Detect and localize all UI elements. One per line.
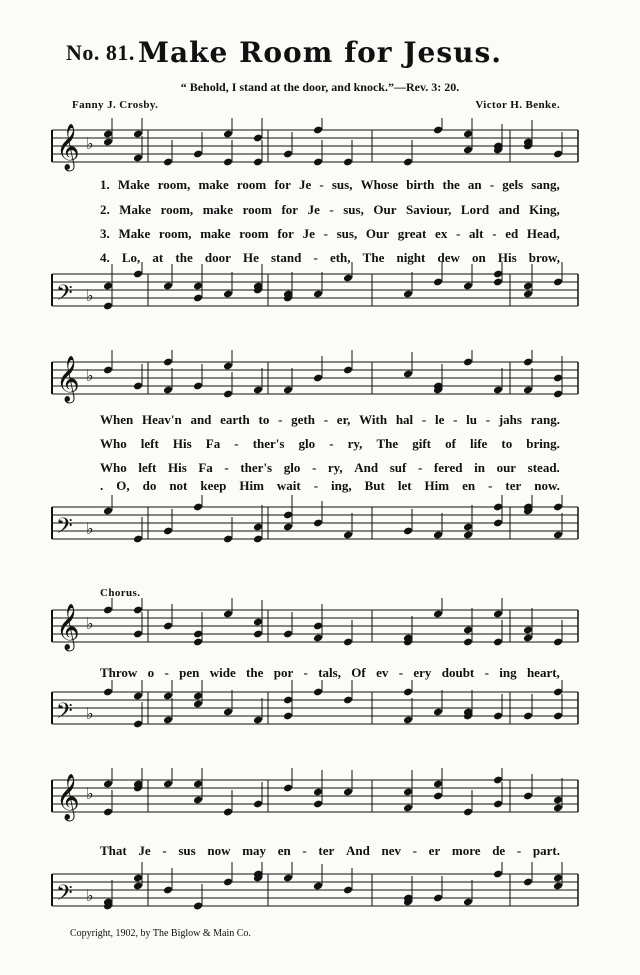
svg-text:𝄢: 𝄢 xyxy=(56,281,73,311)
verse-1-line-2: When Heav'n and earth to - geth - er, With hal - le - lu - jahs rang. xyxy=(100,412,560,427)
svg-text:𝄢: 𝄢 xyxy=(56,881,73,911)
svg-text:𝄞: 𝄞 xyxy=(56,356,80,402)
svg-text:𝄢: 𝄢 xyxy=(56,699,73,729)
system-4-bass-staff xyxy=(0,862,640,922)
svg-text:♭: ♭ xyxy=(86,704,94,723)
verse-3-line-2: Who left His Fa - ther's glo - ry, And suf - fered in our stead. xyxy=(100,460,560,475)
verse-4-line-2: . O, do not keep Him wait - ing, But let Him en - ter now. xyxy=(100,478,560,493)
lyricist-credit: Fanny J. Crosby. xyxy=(72,99,159,111)
chorus-line-2: That Je - sus now may en - ter And nev - er more de - part. xyxy=(100,843,560,858)
composer-credit: Victor H. Benke. xyxy=(475,99,560,111)
svg-text:𝄢: 𝄢 xyxy=(56,514,73,544)
svg-text:♭: ♭ xyxy=(86,784,94,803)
svg-text:𝄞: 𝄞 xyxy=(56,774,80,820)
verse-3-line-1: 3. Make room, make room for Je - sus, Our great ex - alt - ed Head, xyxy=(100,226,560,241)
svg-text:𝄞: 𝄞 xyxy=(56,604,80,650)
verse-1-line-1: 1. Make room, make room for Je - sus, Whose birth the an - gels sang, xyxy=(100,177,560,192)
system-3-treble-staff xyxy=(0,598,640,658)
scripture-reference: “ Behold, I stand at the door, and knock.”—Rev. 3: 20. xyxy=(180,80,460,94)
system-2-bass-staff xyxy=(0,495,640,555)
hymn-number: No. 81. xyxy=(66,40,135,65)
verse-2-line-2: Who left His Fa - ther's glo - ry, The gift of life to bring. xyxy=(100,436,560,451)
verse-4-line-1: 4. Lo, at the door He stand - eth, The night dew on His brow, xyxy=(100,250,560,265)
system-1-treble-staff xyxy=(0,118,640,178)
svg-text:♭: ♭ xyxy=(86,519,94,538)
hymn-title: Make Room for Jesus. xyxy=(137,36,502,69)
system-1-bass-staff xyxy=(0,262,640,322)
system-2-treble-staff xyxy=(0,350,640,410)
svg-text:♭: ♭ xyxy=(86,286,94,305)
system-3-bass-staff xyxy=(0,680,640,740)
chorus-line-1: Throw o - pen wide the por - tals, Of ev - ery doubt - ing heart, xyxy=(100,665,560,680)
svg-text:♭: ♭ xyxy=(86,366,94,385)
svg-text:♭: ♭ xyxy=(86,886,94,905)
svg-text:♭: ♭ xyxy=(86,134,94,153)
system-4-treble-staff xyxy=(0,768,640,828)
chorus-label: Chorus. xyxy=(100,587,141,599)
svg-text:𝄞: 𝄞 xyxy=(56,124,80,170)
copyright-notice: Copyright, 1902, by The Biglow & Main Co. xyxy=(70,928,251,939)
svg-text:♭: ♭ xyxy=(86,614,94,633)
verse-2-line-1: 2. Make room, make room for Je - sus, Our Saviour, Lord and King, xyxy=(100,202,560,217)
